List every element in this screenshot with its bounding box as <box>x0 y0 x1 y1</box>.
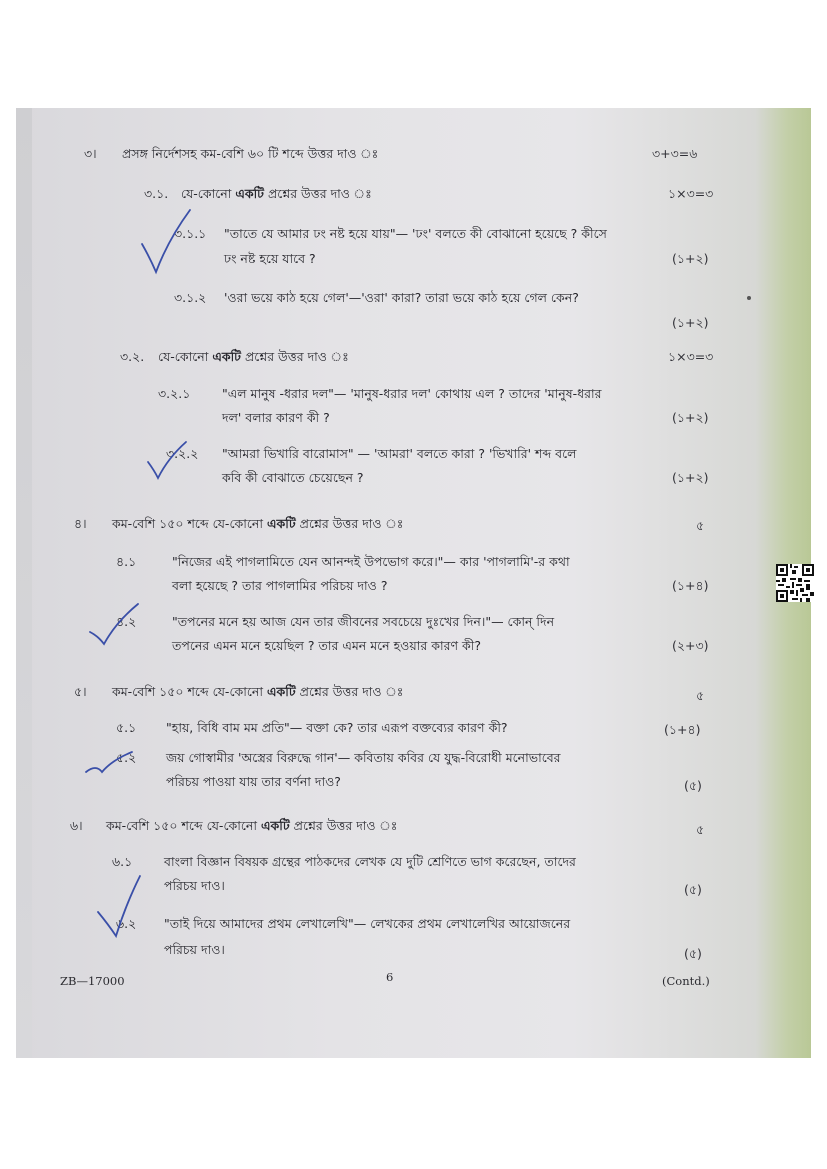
q5-1-line1: "হায়, বিধি বাম মম প্রতি"— বক্তা কে? তার এরূপ বক্তব্যের কারণ কী? <box>166 720 508 735</box>
q5-2-line1: জয় গোস্বামীর 'অস্ত্রের বিরুদ্ধে গান'— কবিতায় কবির যে যুদ্ধ-বিরোধী মনোভাবের <box>166 750 561 765</box>
q6-1-line1: বাংলা বিজ্ঞান বিষয়ক গ্রন্থের পাঠকদের লেখক যে দুটি শ্রেণিতে ভাগ করেছেন, তাদের <box>164 854 576 869</box>
continued-label: (Contd.) <box>662 974 710 988</box>
q4-instruction: কম-বেশি ১৫০ শব্দে যে-কোনো একটি প্রশ্নের উত্তর দাও ঃ <box>112 516 404 531</box>
q3-2-instruction: যে-কোনো একটি প্রশ্নের উত্তর দাও ঃ <box>158 349 349 364</box>
q4-number: ৪। <box>74 516 87 531</box>
q3-2-1-marks: (১+২) <box>672 410 709 425</box>
q3-2-2-line1: "আমরা ভিখারি বারোমাস" — 'আমরা' বলতে কারা ? 'ভিখারি' শব্দ বলে <box>222 446 577 461</box>
q4-1-line2: বলা হয়েছে ? তার পাগলামির পরিচয় দাও ? <box>172 578 388 593</box>
q3-number: ৩। <box>84 146 97 161</box>
tick-mark-icon <box>86 598 146 648</box>
q6-2-marks: (৫) <box>684 946 702 961</box>
q6-number: ৬। <box>70 818 83 833</box>
q4-1-marks: (১+৪) <box>672 578 709 593</box>
q6-1-number: ৬.১ <box>112 854 133 869</box>
q3-2-number: ৩.২. <box>120 349 145 364</box>
q3-1-1-number: ৩.১.১ <box>174 226 207 241</box>
q3-1-2-marks: (১+২) <box>672 315 709 330</box>
tick-mark-icon <box>92 872 152 942</box>
q3-1-number: ৩.১. <box>144 186 169 201</box>
q5-marks: ৫ <box>696 688 705 703</box>
q6-marks: ৫ <box>696 822 705 837</box>
tick-mark-icon <box>82 744 142 780</box>
q3-1-instruction: যে-কোনো একটি প্রশ্নের উত্তর দাও ঃ <box>181 186 372 201</box>
q5-2-number: ৫.২ <box>116 750 137 765</box>
tick-mark-icon <box>142 436 192 486</box>
q6-2-line1: "তাই দিয়ে আমাদের প্রথম লেখালেখি"— লেখকের প্রথম লেখালেখির আয়োজনের <box>164 916 571 931</box>
q5-2-marks: (৫) <box>684 778 702 793</box>
q3-1-1-marks: (১+২) <box>672 251 709 266</box>
q6-instruction: কম-বেশি ১৫০ শব্দে যে-কোনো একটি প্রশ্নের উত্তর দাও ঃ <box>106 818 398 833</box>
q4-marks: ৫ <box>696 518 705 533</box>
q3-1-marks: ১×৩=৩ <box>668 186 714 201</box>
q5-1-number: ৫.১ <box>116 720 137 735</box>
q6-1-marks: (৫) <box>684 882 702 897</box>
q5-instruction: কম-বেশি ১৫০ শব্দে যে-কোনো একটি প্রশ্নের উত্তর দাও ঃ <box>112 684 404 699</box>
q4-2-line2: তপনের এমন মনে হয়েছিল ? তার এমন মনে হওয়ার কারণ কী? <box>172 638 481 653</box>
q3-2-1-line1: "এল মানুষ -ধরার দল"— 'মানুষ-ধরার দল' কোথায় এল ? তাদের 'মানুষ-ধরার <box>222 386 602 401</box>
q4-2-line1: "তপনের মনে হয় আজ যেন তার জীবনের সবচেয়ে দুঃখের দিন।"— কোন্ দিন <box>172 614 555 629</box>
q4-2-marks: (২+৩) <box>672 638 709 653</box>
q3-1-2-line1: 'ওরা ভয়ে কাঠ হয়ে গেল'—'ওরা' কারা? তারা ভয়ে কাঠ হয়ে গেল কেন? <box>224 290 579 305</box>
q4-1-number: ৪.১ <box>116 554 137 569</box>
q5-1-marks: (১+৪) <box>664 722 701 737</box>
smudge-dot <box>747 296 751 300</box>
q3-2-2-line2: কবি কী বোঝাতে চেয়েছেন ? <box>222 470 364 485</box>
q6-2-number: ৬.২ <box>116 916 137 931</box>
q4-1-line1: "নিজের এই পাগলামিতে যেন আনন্দই উপভোগ করে।"— কার 'পাগলামি'-র কথা <box>172 554 570 569</box>
q3-2-marks: ১×৩=৩ <box>668 349 714 364</box>
q6-1-line2: পরিচয় দাও। <box>164 878 225 893</box>
q5-2-line2: পরিচয় পাওয়া যায় তার বর্ণনা দাও? <box>166 774 341 789</box>
q6-2-line2: পরিচয় দাও। <box>164 942 225 957</box>
q3-2-2-marks: (১+২) <box>672 470 709 485</box>
q3-1-1-line2: ঢং নষ্ট হয়ে যাবে ? <box>224 251 316 266</box>
photo-edge <box>16 108 32 1058</box>
tick-mark-icon <box>136 206 196 276</box>
q3-1-2-number: ৩.১.২ <box>174 290 207 305</box>
q3-2-2-number: ৩.২.২ <box>166 446 199 461</box>
q3-instruction: প্রসঙ্গ নির্দেশসহ কম-বেশি ৬০ টি শব্দে উত্তর দাও ঃ <box>122 146 379 161</box>
exam-paper-photo <box>16 108 811 1058</box>
qr-code-icon <box>776 564 814 602</box>
q3-2-1-line2: দল' বলার কারণ কী ? <box>222 410 330 425</box>
paper-code: ZB—17000 <box>60 974 125 988</box>
q5-number: ৫। <box>74 684 87 699</box>
q3-2-1-number: ৩.২.১ <box>158 386 191 401</box>
q3-marks: ৩+৩=৬ <box>652 146 698 161</box>
q3-1-1-line1: "তাতে যে আমার ঢং নষ্ট হয়ে যায়"— 'ঢং' বলতে কী বোঝানো হয়েছে ? কীসে <box>224 226 607 241</box>
page-number: 6 <box>386 970 394 984</box>
q4-2-number: ৪.২ <box>116 614 137 629</box>
